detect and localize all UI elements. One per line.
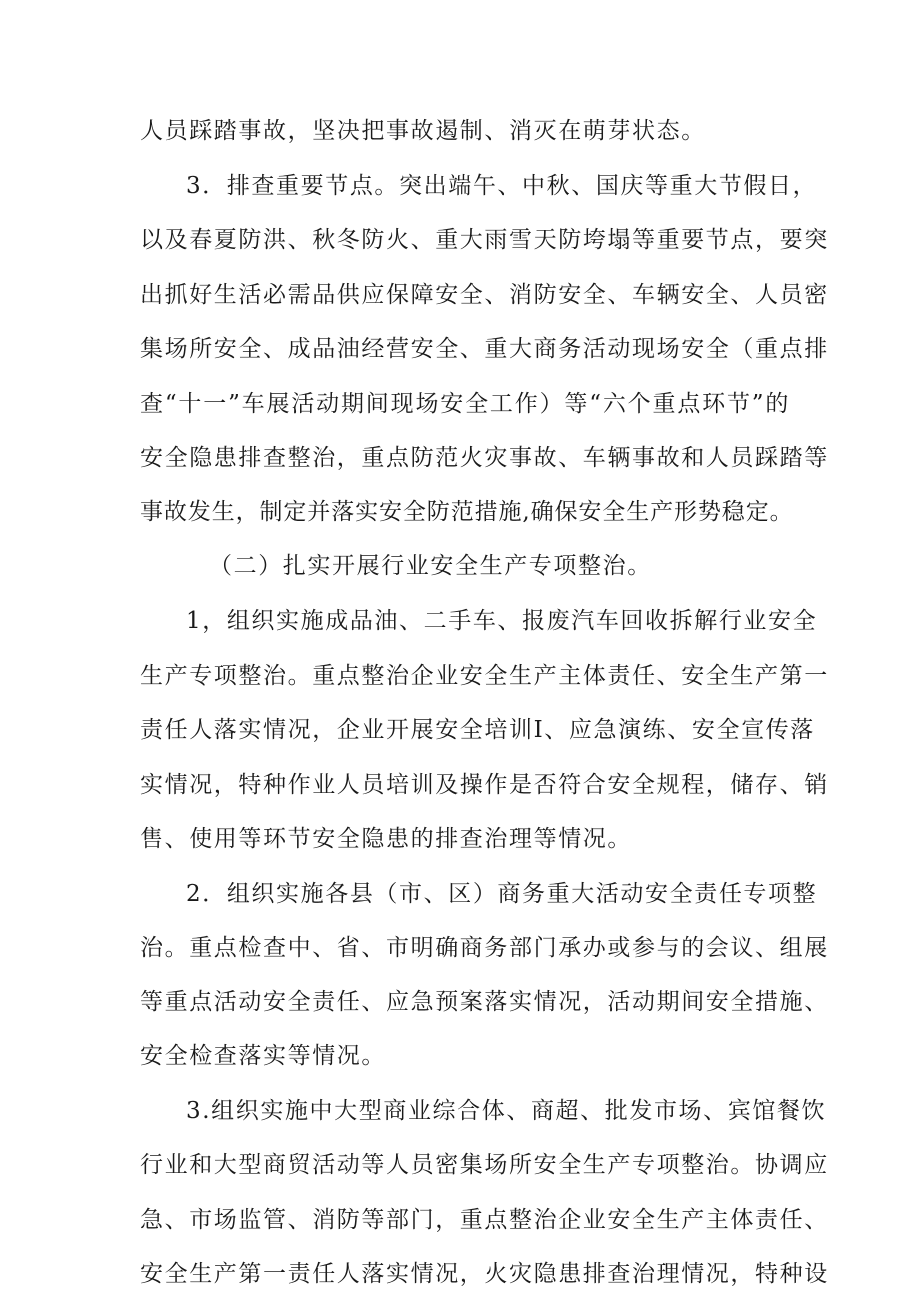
- paragraph-line: 以及春夏防洪、秋冬防火、重大雨雪天防垮塌等重要节点，要突: [140, 227, 829, 253]
- paragraph-line: 售、使用等环节安全隐患的排查治理等情况。: [140, 826, 632, 852]
- paragraph-line: 1，组织实施成品油、二手车、报废汽车回收拆解行业安全: [186, 608, 818, 634]
- paragraph-line: 3．排查重要节点。突出端午、中秋、国庆等重大节假日，: [186, 173, 818, 199]
- section-heading: （二）扎实开展行业安全生产专项整治。: [209, 553, 652, 579]
- paragraph-line: 急、市场监管、消防等部门，重点整治企业安全生产主体责任、: [140, 1207, 829, 1233]
- paragraph-line: 行业和大型商贸活动等人员密集场所安全生产专项整治。协调应: [140, 1152, 829, 1178]
- paragraph-line: 集场所安全、成品油经营安全、重大商务活动现场安全（重点排: [140, 336, 829, 362]
- paragraph-line: 责任人落实情况，企业开展安全培训I、应急演练、安全宣传落: [140, 717, 815, 743]
- paragraph-line: 安全检查落实等情况。: [140, 1043, 386, 1069]
- paragraph-line: 生产专项整治。重点整治企业安全生产主体责任、安全生产第一: [140, 663, 829, 689]
- paragraph-line: 安全生产第一责任人落实情况，火灾隐患排查治理情况，特种设: [140, 1261, 829, 1287]
- paragraph-line: 人员踩踏事故，坚决把事故遏制、消灭在萌芽状态。: [140, 118, 706, 144]
- paragraph-line: 事故发生，制定并落实安全防范措施,确保安全生产形势稳定。: [140, 499, 794, 525]
- paragraph-line: 等重点活动安全责任、应急预案落实情况，活动期间安全措施、: [140, 989, 829, 1015]
- paragraph-line: 实情况，特种作业人员培训及操作是否符合安全规程，储存、销: [140, 772, 829, 798]
- paragraph-line: 安全隐患排查整治，重点防范火灾事故、车辆事故和人员踩踏等: [140, 445, 829, 471]
- paragraph-line: 3.组织实施中大型商业综合体、商超、批发市场、宾馆餐饮: [186, 1098, 827, 1124]
- paragraph-line: 出抓好生活必需品供应保障安全、消防安全、车辆安全、人员密: [140, 282, 829, 308]
- paragraph-line: 2．组织实施各县（市、区）商务重大活动安全责任专项整: [186, 881, 818, 907]
- paragraph-line: 查“十一”车展活动期间现场安全工作）等“六个重点环节”的: [140, 391, 790, 417]
- paragraph-line: 治。重点检查中、省、市明确商务部门承办或参与的会议、组展: [140, 935, 829, 961]
